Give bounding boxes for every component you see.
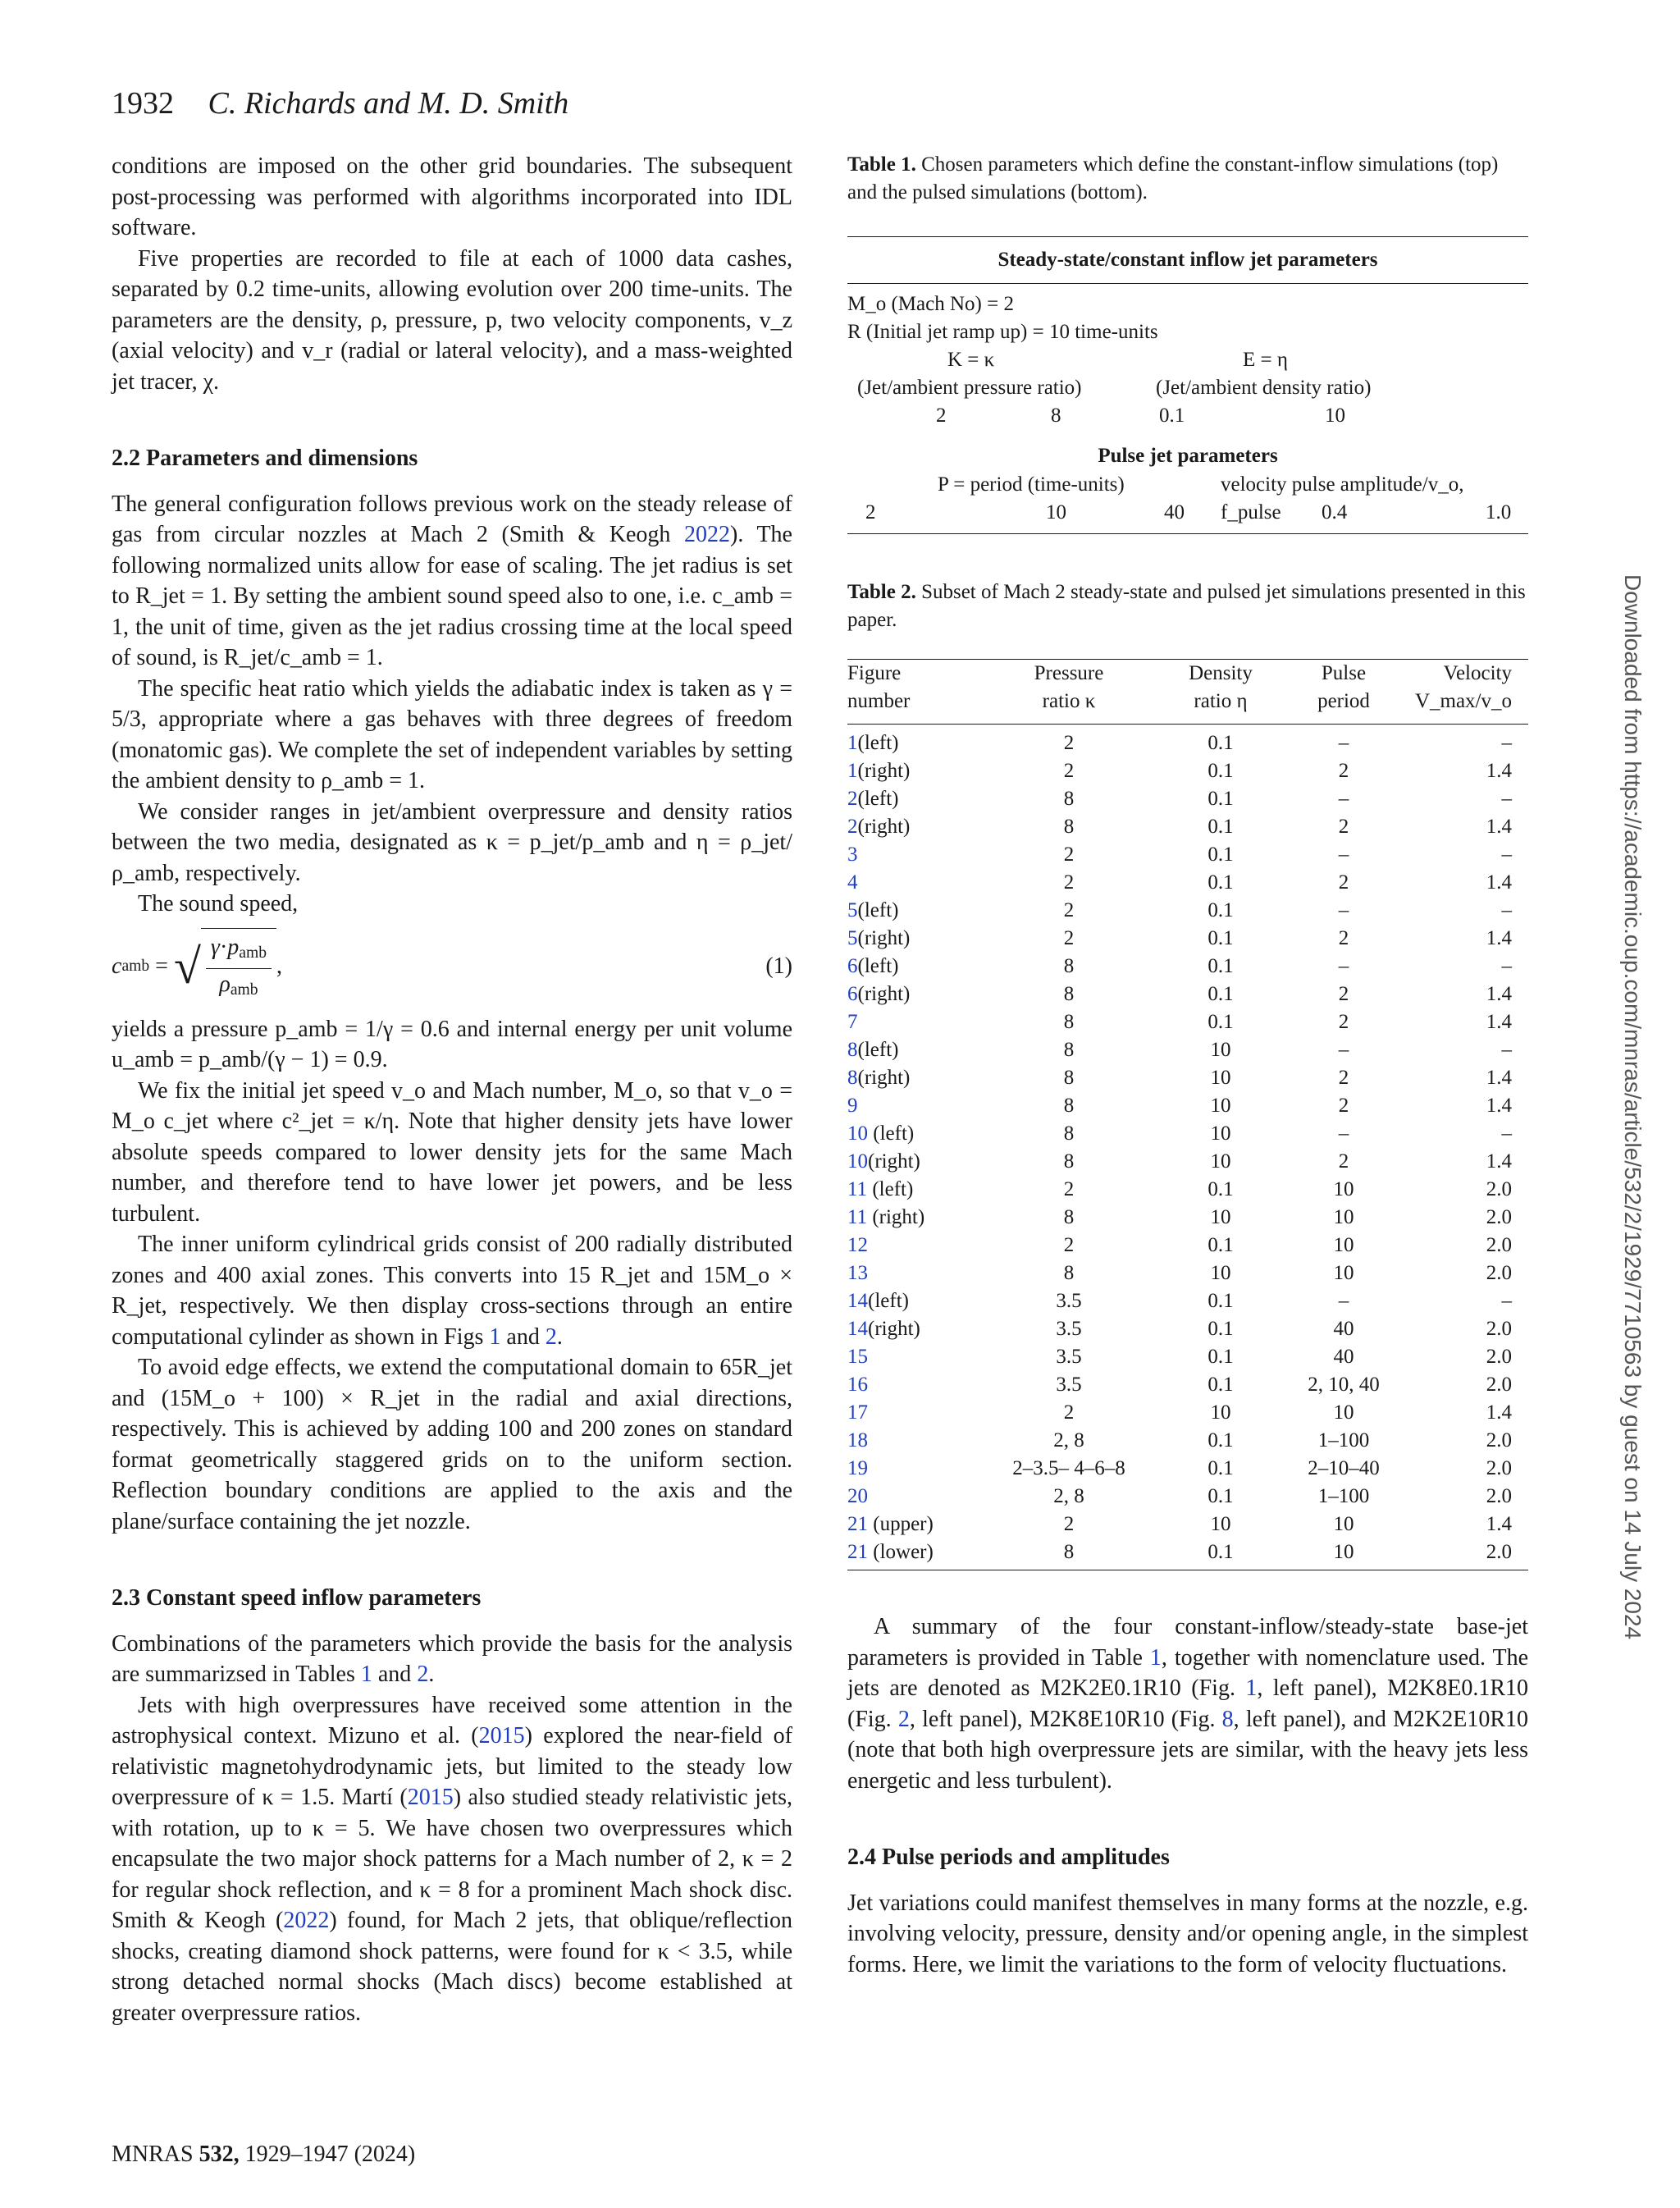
table1-p-desc: P = period (time-units): [938, 473, 1125, 496]
page-footer: MNRAS 532, 1929–1947 (2024): [112, 2142, 416, 2167]
table-header-row: Figure Pressure Density Pulse Velocity: [847, 662, 1512, 684]
table1-e: E = η: [1243, 349, 1288, 371]
table1-val: 0.1: [1159, 405, 1185, 427]
figure-link[interactable]: 14: [847, 1290, 868, 1312]
table1-pval: 0.4: [1322, 501, 1348, 523]
figure-link[interactable]: 8: [847, 1067, 858, 1089]
figure-link[interactable]: 18: [847, 1429, 868, 1451]
paragraph: The inner uniform cylindrical grids consist of 200 radially distributed zones and 400 axial zones. This converts into 15 R_jet and 15M_o × R_jet, respectively. We then display cross-sections through an entire computational cylinder as shown in Figs 1 and 2.: [112, 1232, 792, 1350]
table-row: 11 (left) 2 0.1 10 2.0: [847, 1178, 1512, 1200]
figure-link[interactable]: 2: [545, 1323, 557, 1350]
section-heading: 2.2 Parameters and dimensions: [112, 446, 418, 471]
table-row: 11 (right) 8 10 10 2.0: [847, 1206, 1512, 1228]
right-column: [847, 151, 1528, 1980]
table-row: 18 2, 8 0.1 1–100 2.0: [847, 1429, 1512, 1451]
table2-caption: Table 2. Subset of Mach 2 steady-state and pulsed jet simulations presented in this paper.: [847, 581, 1526, 631]
figure-link[interactable]: 21: [847, 1513, 868, 1535]
table-row: 3 2 0.1 – –: [847, 843, 1512, 866]
figure-link[interactable]: 16: [847, 1374, 868, 1396]
table1-ramp: R (Initial jet ramp up) = 10 time-units: [847, 321, 1158, 343]
table-row: 6(left) 8 0.1 – –: [847, 955, 1512, 977]
citation-link[interactable]: 2015: [407, 1785, 454, 1810]
figure-link[interactable]: 14: [847, 1318, 868, 1340]
figure-link[interactable]: 1: [489, 1323, 501, 1350]
table1-val: 10: [1325, 405, 1345, 427]
table-row: 14(left) 3.5 0.1 – –: [847, 1290, 1512, 1312]
figure-link[interactable]: 8: [847, 1039, 858, 1061]
running-authors: C. Richards and M. D. Smith: [208, 86, 569, 121]
figure-link[interactable]: 17: [847, 1401, 868, 1424]
table1-e-desc: (Jet/ambient density ratio): [1156, 377, 1372, 399]
table-row: 8(left) 8 10 – –: [847, 1039, 1512, 1061]
table-row: 2(left) 8 0.1 – –: [847, 788, 1512, 810]
table1-val: 2: [936, 405, 947, 427]
citation-link[interactable]: 2022: [283, 1908, 330, 1933]
table1-pval: 40: [1164, 501, 1185, 523]
figure-link[interactable]: 2: [847, 816, 858, 838]
table-row: 6(right) 8 0.1 2 1.4: [847, 983, 1512, 1005]
table-link[interactable]: 1: [360, 1662, 372, 1687]
figure-link[interactable]: 11: [847, 1206, 868, 1228]
figure-link[interactable]: 12: [847, 1234, 868, 1256]
figure-link[interactable]: 10: [847, 1150, 868, 1173]
figure-link[interactable]: 1: [847, 760, 858, 782]
table-row: 5(right) 2 0.1 2 1.4: [847, 927, 1512, 949]
table-row: 5(left) 2 0.1 – –: [847, 899, 1512, 921]
table-row: 16 3.5 0.1 2, 10, 40 2.0: [847, 1374, 1512, 1396]
figure-link[interactable]: 19: [847, 1457, 868, 1479]
paragraph: Jets with high overpressures have received some attention in the astrophysical context. Mizuno et al. (2015) explored the near-field of relativistic magnetohydrodynamic jets, but limited to the steady low overpressure of κ = 1.5. Martí (2015) also studied steady relativistic jets, with rotation, up to κ = 5. We have chosen two overpressures which encapsulate the two major shock patterns for a Mach number of 2, κ = 2 for regular shock reflection, and κ = 8 for a prominent Mach shock disc. Smith & Keogh (2022) found, for Mach 2 jets, that oblique/reflection shocks, creating diamond shock patterns, were found for κ < 3.5, while strong detached normal shocks (Mach discs) become established at greater overpressure ratios.: [112, 1692, 792, 2026]
table-row: 19 2–3.5– 4–6–8 0.1 2–10–40 2.0: [847, 1457, 1512, 1479]
table1-pval: 10: [1046, 501, 1066, 523]
equation-number: (1): [765, 953, 792, 980]
table1-val: 8: [1051, 405, 1061, 427]
left-column: [112, 151, 792, 2028]
paragraph: Jet variations could manifest themselves in many forms at the nozzle, e.g. involving velocity, pressure, density and/or opening angle, in the simplest forms. Here, we limit the variations to the form of velocity fluctuations.: [847, 1890, 1528, 1977]
table-row: 10(right) 8 10 2 1.4: [847, 1150, 1512, 1173]
table-row: 13 8 10 10 2.0: [847, 1262, 1512, 1284]
table-link[interactable]: 2: [417, 1662, 429, 1687]
table1-pulse-heading: Pulse jet parameters: [1098, 445, 1278, 467]
table-row: 21 (upper) 2 10 10 1.4: [847, 1513, 1512, 1535]
figure-link[interactable]: 1: [847, 732, 858, 754]
table1-v-desc: velocity pulse amplitude/v_o, f_pulse: [1221, 473, 1464, 523]
citation-link[interactable]: 2022: [684, 522, 731, 547]
paragraph: Five properties are recorded to file at each of 1000 data cashes, separated by 0.2 time-units, allowing evolution over 200 time-units. The parameters are the density, ρ, pressure, p, two velocity components, v_z (axial velocity) and v_r (radial or lateral velocity), and a mass-weighted jet tracer, χ.: [112, 245, 792, 395]
table-row: 1(left) 2 0.1 – –: [847, 732, 1512, 754]
table1-heading: Steady-state/constant inflow jet parameters: [998, 249, 1378, 271]
table1-k: K = κ: [947, 349, 995, 371]
table-row: 15 3.5 0.1 40 2.0: [847, 1346, 1512, 1368]
paragraph: The specific heat ratio which yields the adiabatic index is taken as γ = 5/3, appropriate where a gas behaves with three degrees of freedom (monatomic gas). We complete the set of independent variables by setting the ambient density to ρ_amb = 1.: [112, 675, 792, 793]
figure-link[interactable]: 6: [847, 983, 858, 1005]
paragraph: A summary of the four constant-inflow/steady-state base-jet parameters is provided in Table 1, together with nomenclature used. The jets are denoted as M2K2E0.1R10 (Fig. 1, left panel), M2K8E0.1R10 (Fig. 2, left panel), M2K8E10R10 (Fig. 8, left panel), and M2K2E10R10 (note that both high overpressure jets are similar, with the heavy jets less energetic and less turbulent).: [847, 1614, 1528, 1794]
citation-link[interactable]: 2015: [478, 1723, 525, 1749]
figure-link[interactable]: 2: [847, 788, 858, 810]
table-row: 21 (lower) 8 0.1 10 2.0: [847, 1541, 1512, 1563]
table-row: 2(right) 8 0.1 2 1.4: [847, 816, 1512, 838]
table1-mach: M_o (Mach No) = 2: [847, 293, 1014, 315]
paragraph: conditions are imposed on the other grid boundaries. The subsequent post-processing was performed with algorithms incorporated into IDL software.: [112, 153, 793, 240]
table2: [847, 660, 1528, 1566]
figure-link[interactable]: 9: [847, 1095, 858, 1117]
table-link[interactable]: 1: [1149, 1644, 1162, 1671]
figure-link[interactable]: 5: [847, 927, 858, 949]
figure-link[interactable]: 21: [847, 1541, 868, 1563]
figure-link[interactable]: 20: [847, 1485, 868, 1507]
table-rule: [847, 533, 1528, 534]
table1-body: [847, 284, 1528, 527]
table-row: 8(right) 8 10 2 1.4: [847, 1067, 1512, 1089]
paragraph: The general configuration follows previous work on the steady release of gas from circular nozzles at Mach 2 (Smith & Keogh 2022). The following normalized units allow for ease of scaling. The jet radius is set to R_jet = 1. By setting the ambient sound speed also to one, i.e. c_amb = 1, the unit of time, given as the jet radius crossing time at the local speed of sound, is R_jet/c_amb = 1.: [112, 491, 792, 670]
table1-k-desc: (Jet/ambient pressure ratio): [857, 377, 1082, 399]
figure-link[interactable]: 7: [847, 1011, 858, 1033]
page-header: [112, 85, 568, 121]
figure-link[interactable]: 6: [847, 955, 858, 977]
section-heading: 2.4 Pulse periods and amplitudes: [847, 1845, 1170, 1870]
figure-link[interactable]: 3: [847, 843, 858, 866]
figure-link[interactable]: 1: [1245, 1675, 1258, 1701]
table-row: 9 8 10 2 1.4: [847, 1095, 1512, 1117]
table-row: 4 2 0.1 2 1.4: [847, 871, 1512, 894]
figure-link[interactable]: 4: [847, 871, 858, 894]
figure-link[interactable]: 15: [847, 1346, 868, 1368]
paragraph: We consider ranges in jet/ambient overpressure and density ratios between the two media, designated as κ = p_jet/p_amb and η = ρ_jet/ρ_amb, respectively.: [112, 798, 792, 886]
equation-1: c amb = √ $\frac{\gamma\cdot p_{amb}}{\rho_{amb}}$ , (1): [112, 928, 792, 1006]
paragraph: We fix the initial jet speed v_o and Mach number, M_o, so that v_o = M_o c_jet where c²_jet = κ/η. Note that higher density jets have lower absolute speeds compared to lower density jets for the same Mach number, and therefore tend to have lower jet powers, and be less turbulent.: [112, 1077, 792, 1227]
table-header-row: number ratio κ ratio η period V_max/v_o: [847, 690, 1512, 712]
table-row: 12 2 0.1 10 2.0: [847, 1234, 1512, 1256]
table1-caption: Table 1. Chosen parameters which define the constant-inflow simulations (top) and the pulsed simulations (bottom).: [847, 153, 1499, 203]
table-row: 14(right) 3.5 0.1 40 2.0: [847, 1318, 1512, 1340]
figure-link[interactable]: 11: [847, 1178, 868, 1200]
paragraph: To avoid edge effects, we extend the computational domain to 65R_jet and (15M_o + 100) × R_jet in the radial and axial directions, respectively. This is achieved by adding 100 and 200 zones on standard format geometrically staggered grids on to the uniform section. Reflection boundary conditions are applied to the axis and the plane/surface containing the jet nozzle.: [112, 1355, 792, 1534]
paragraph: The sound speed,: [138, 891, 299, 917]
table-row: 7 8 0.1 2 1.4: [847, 1011, 1512, 1033]
table1-pval: 1.0: [1486, 501, 1512, 523]
figure-link[interactable]: 5: [847, 899, 858, 921]
table1-pval: 2: [865, 501, 876, 523]
download-watermark: Downloaded from https://academic.oup.com/mnras/article/532/2/1929/7710563 by guest on 14 July 2024: [1620, 574, 1646, 1640]
paragraph: Combinations of the parameters which provide the basis for the analysis are summarizsed in Tables 1 and 2.: [112, 1630, 792, 1687]
table-row: 20 2, 8 0.1 1–100 2.0: [847, 1485, 1512, 1507]
table-row: 1(right) 2 0.1 2 1.4: [847, 760, 1512, 782]
table-row: 10 (left) 8 10 – –: [847, 1122, 1512, 1145]
section-heading: 2.3 Constant speed inflow parameters: [112, 1585, 482, 1611]
figure-link[interactable]: 10: [847, 1122, 868, 1145]
paragraph: yields a pressure p_amb = 1/γ = 0.6 and internal energy per unit volume u_amb = p_amb/(γ − 1) = 0.9.: [112, 1016, 792, 1072]
page-number: 1932: [112, 86, 174, 121]
figure-link[interactable]: 13: [847, 1262, 868, 1284]
figure-link[interactable]: 2: [897, 1706, 910, 1732]
figure-link[interactable]: 8: [1221, 1706, 1234, 1732]
table-row: 17 2 10 10 1.4: [847, 1401, 1512, 1424]
